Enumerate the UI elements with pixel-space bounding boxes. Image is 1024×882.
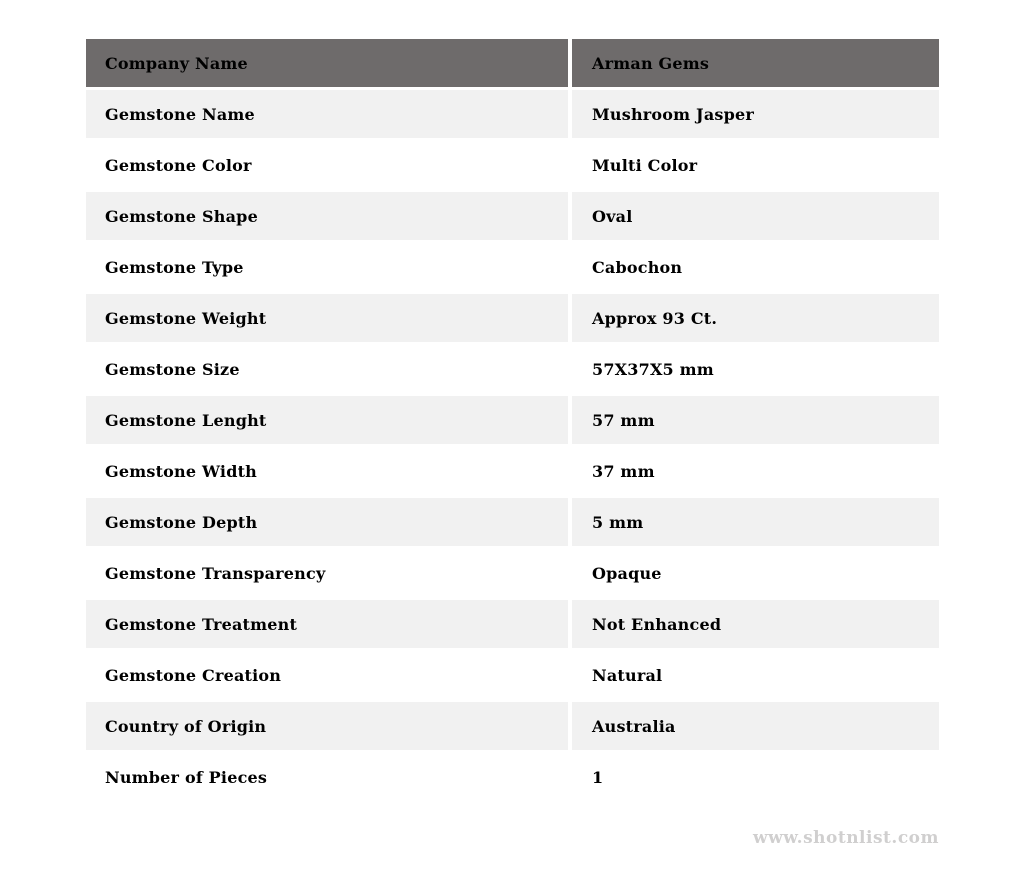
table-row — [86, 447, 939, 495]
row-value: Natural — [572, 651, 939, 699]
table-row — [86, 294, 939, 342]
table-row — [86, 498, 939, 546]
row-value: Oval — [572, 192, 939, 240]
table-row — [86, 345, 939, 393]
row-value: Multi Color — [572, 141, 939, 189]
row-label: Gemstone Depth — [86, 498, 568, 546]
row-value: Cabochon — [572, 243, 939, 291]
row-label: Gemstone Name — [86, 90, 568, 138]
table-row — [86, 651, 939, 699]
row-value: Not Enhanced — [572, 600, 939, 648]
row-value: Opaque — [572, 549, 939, 597]
table-row — [86, 141, 939, 189]
row-label: Gemstone Shape — [86, 192, 568, 240]
row-label: Gemstone Width — [86, 447, 568, 495]
row-label: Number of Pieces — [86, 753, 568, 801]
table-row — [86, 192, 939, 240]
table-row — [86, 600, 939, 648]
table-row — [86, 243, 939, 291]
row-value: Mushroom Jasper — [572, 90, 939, 138]
row-label: Gemstone Lenght — [86, 396, 568, 444]
gemstone-spec-table — [86, 39, 939, 804]
row-label: Country of Origin — [86, 702, 568, 750]
row-label: Gemstone Weight — [86, 294, 568, 342]
watermark-text: www.shotnlist.com — [752, 828, 939, 848]
row-value: 57X37X5 mm — [572, 345, 939, 393]
table-row — [86, 549, 939, 597]
row-label: Gemstone Treatment — [86, 600, 568, 648]
row-label: Gemstone Color — [86, 141, 568, 189]
row-label: Gemstone Size — [86, 345, 568, 393]
table-row — [86, 396, 939, 444]
table-row — [86, 90, 939, 138]
row-value: Australia — [572, 702, 939, 750]
header-label: Company Name — [86, 39, 568, 87]
table-row — [86, 702, 939, 750]
row-value: 37 mm — [572, 447, 939, 495]
row-label: Gemstone Transparency — [86, 549, 568, 597]
table-row — [86, 753, 939, 801]
row-value: 57 mm — [572, 396, 939, 444]
row-label: Gemstone Creation — [86, 651, 568, 699]
table-rows — [86, 90, 939, 801]
table-header-row — [86, 39, 939, 87]
row-value: Approx 93 Ct. — [572, 294, 939, 342]
header-value: Arman Gems — [572, 39, 939, 87]
row-label: Gemstone Type — [86, 243, 568, 291]
row-value: 5 mm — [572, 498, 939, 546]
row-value: 1 — [572, 753, 939, 801]
